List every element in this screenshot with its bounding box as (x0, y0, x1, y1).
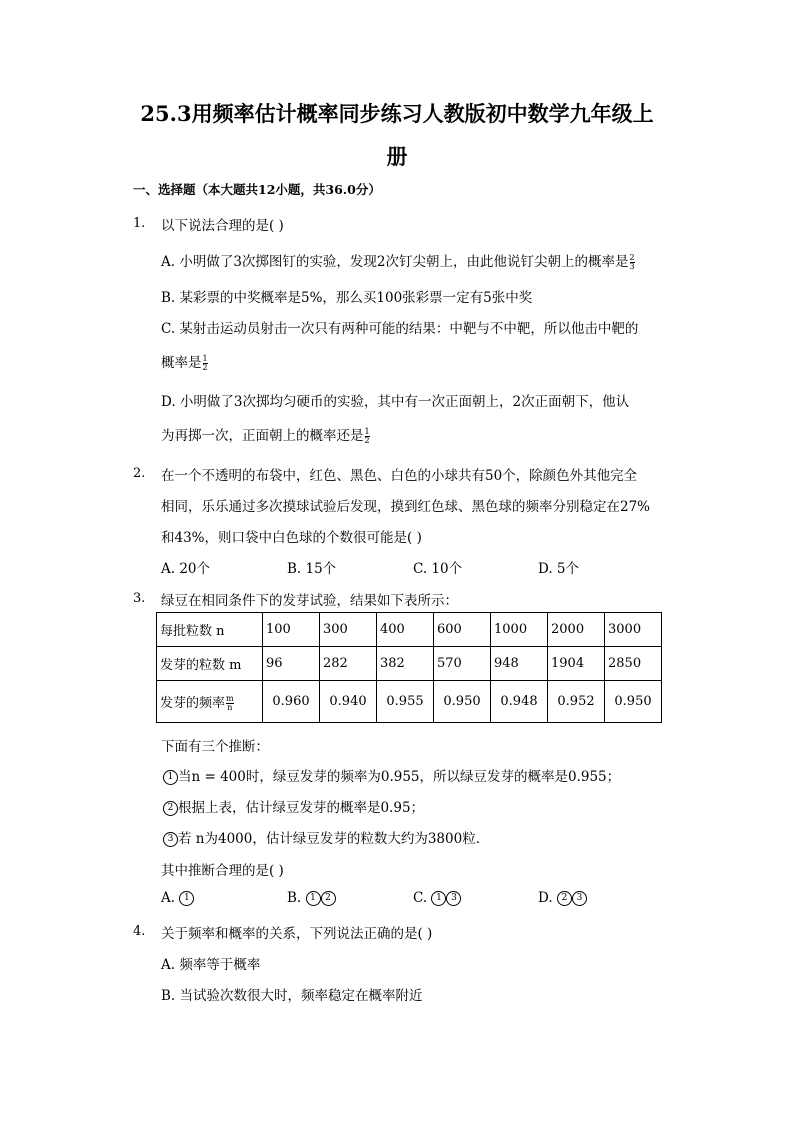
option-a-text: A. 小明做了3次掷图钉的实验，发现2次钉尖朝上，由此他说钉尖朝上的概率是 (161, 254, 629, 270)
inference-text: 根据上表，估计绿豆发芽的概率是0.95； (178, 800, 425, 816)
fraction (203, 355, 208, 372)
table-header-cell: 每批粒数 n (157, 613, 263, 647)
table-cell: 2000 (548, 613, 605, 647)
question-3-option-b (287, 890, 336, 906)
table-cell: 282 (320, 647, 377, 681)
fraction (226, 695, 234, 712)
question-3-option-c (413, 890, 461, 906)
question-1-number: 1. (133, 216, 146, 231)
table-cell: 600 (434, 613, 491, 647)
table-cell: 1000 (491, 613, 548, 647)
question-1-option-c-line1: C. 某射击运动员射击一次只有两种可能的结果：中靶与不中靶，所以他击中靶的 (161, 321, 639, 337)
table-cell: 400 (377, 613, 434, 647)
table-row (157, 681, 662, 723)
option-label: B. (287, 890, 302, 906)
fraction-numerator: 2 (629, 253, 635, 262)
inference-text: 当n = 400时，绿豆发芽的频率为0.955，所以绿豆发芽的概率是0.955； (178, 769, 621, 785)
inference-text: 若 n为4000，估计绿豆发芽的粒数大约为3800粒． (178, 831, 490, 847)
question-3-question: 其中推断合理的是( ) (161, 863, 284, 879)
circled-number: 1 (431, 891, 446, 906)
fraction-denominator: 2 (202, 363, 208, 372)
question-1-option-d-line2 (161, 424, 370, 445)
fraction (630, 254, 635, 271)
option-label: C. (413, 890, 428, 906)
question-2-stem-line1: 在一个不透明的布袋中，红色、黑色、白色的小球共有50个，除颜色外其他完全 (161, 468, 638, 484)
table-cell: 0.950 (434, 681, 491, 723)
table-cell: 0.955 (377, 681, 434, 723)
question-3-stem: 绿豆在相同条件下的发芽试验，结果如下表所示： (161, 593, 458, 609)
table-header-cell: 发芽的粒数 m (157, 647, 263, 681)
table-cell: 1904 (548, 647, 605, 681)
question-2-stem-line3: 和43%，则口袋中白色球的个数很可能是( ) (161, 530, 422, 546)
question-3-number: 3. (133, 591, 146, 606)
table-cell: 0.960 (263, 681, 320, 723)
question-4-number: 4. (133, 924, 146, 939)
question-2-option-a: A. 20个 (161, 561, 211, 577)
option-c-text: 概率是 (161, 355, 202, 371)
document-title: 25.3用频率估计概率同步练习人教版初中数学九年级上 (140, 101, 654, 126)
table-row (157, 647, 662, 681)
document-title-continued: 册 (386, 144, 408, 169)
table-cell: 0.952 (548, 681, 605, 723)
question-1-option-a (161, 250, 635, 271)
option-label: D. (538, 890, 553, 906)
table-cell: 0.940 (320, 681, 377, 723)
question-4-option-b: B. 当试验次数很大时，频率稳定在概率附近 (161, 988, 423, 1004)
question-3-inference-2 (163, 796, 424, 816)
fraction-numerator: 1 (364, 427, 370, 436)
section-heading: 一、选择题（本大题共12小题，共36.0分） (133, 182, 381, 197)
question-1-option-c-line2 (161, 351, 208, 372)
circled-number: 2 (557, 891, 572, 906)
circled-number: 2 (163, 801, 178, 816)
table-row (157, 613, 662, 647)
question-2-option-d: D. 5个 (538, 561, 580, 577)
circled-number: 2 (321, 891, 336, 906)
circled-number: 3 (163, 832, 178, 847)
circled-number: 3 (572, 891, 587, 906)
table-cell: 382 (377, 647, 434, 681)
circled-number: 1 (163, 770, 178, 785)
circled-number: 3 (446, 891, 461, 906)
question-4-option-a: A. 频率等于概率 (161, 957, 261, 973)
fraction (365, 428, 370, 445)
question-2-option-b: B. 15个 (287, 561, 337, 577)
question-1-option-b: B. 某彩票的中奖概率是5%，那么买100张彩票一定有5张中奖 (161, 290, 533, 306)
table-cell: 3000 (605, 613, 662, 647)
option-label: A. (161, 890, 176, 906)
question-2-option-c: C. 10个 (413, 561, 463, 577)
table-cell: 96 (263, 647, 320, 681)
fraction-denominator: 3 (629, 262, 635, 271)
table-cell: 570 (434, 647, 491, 681)
question-1-option-d-line1: D. 小明做了3次掷均匀硬币的实验，其中有一次正面朝上，2次正面朝下，他认 (161, 394, 630, 410)
option-d-text: 为再掷一次，正面朝上的概率还是 (161, 428, 364, 444)
row-header-text: 发芽的频率 (160, 695, 226, 711)
circled-number: 1 (306, 891, 321, 906)
question-2-stem-line2: 相同，乐乐通过多次摸球试验后发现，摸到红色球、黑色球的频率分别稳定在27% (161, 499, 651, 515)
fraction-denominator: 2 (364, 436, 370, 445)
question-2-number: 2. (133, 466, 146, 481)
table-cell: 2850 (605, 647, 662, 681)
table-cell: 0.948 (491, 681, 548, 723)
question-3-inference-3 (163, 827, 489, 847)
table-cell: 300 (320, 613, 377, 647)
fraction-numerator: m (226, 693, 234, 703)
table-cell: 100 (263, 613, 320, 647)
question-3-after-table: 下面有三个推断： (161, 739, 269, 755)
table-header-cell (157, 681, 263, 723)
circled-number: 1 (179, 891, 194, 906)
question-1-stem: 以下说法合理的是( ) (161, 218, 284, 234)
table-cell: 948 (491, 647, 548, 681)
table-cell: 0.950 (605, 681, 662, 723)
question-4-stem: 关于频率和概率的关系，下列说法正确的是( ) (161, 926, 433, 942)
question-3-option-d (538, 890, 587, 906)
fraction-denominator: n (227, 702, 233, 712)
question-3-inference-1 (163, 765, 620, 785)
fraction-numerator: 1 (202, 354, 208, 363)
germination-table (156, 612, 662, 723)
question-3-option-a (161, 890, 194, 906)
